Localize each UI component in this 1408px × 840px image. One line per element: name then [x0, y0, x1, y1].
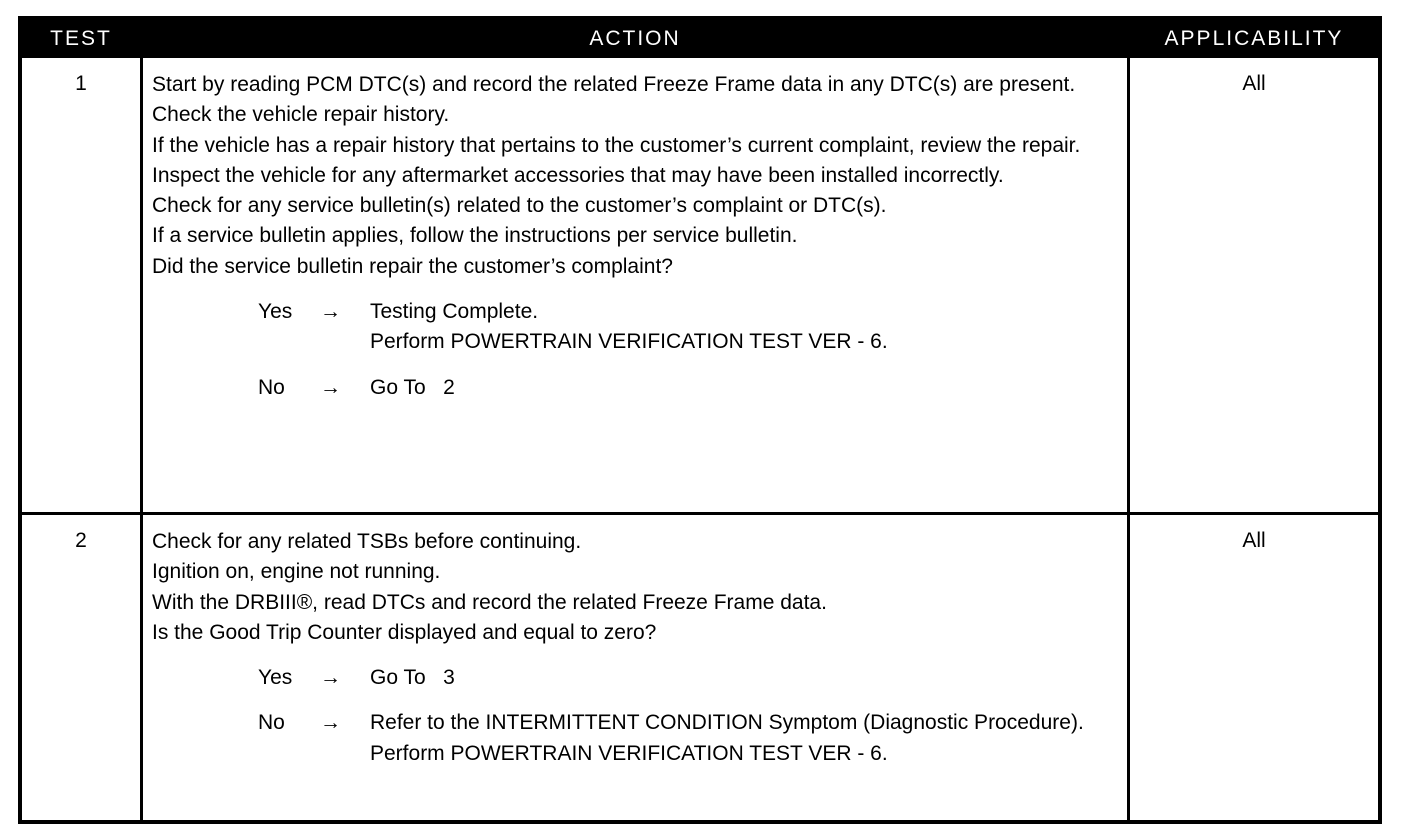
row-2-action: [152, 527, 1120, 769]
row-1-no-response: [152, 373, 1120, 403]
row-1-line-6: If a service bulletin applies, follow the instructions per service bulletin.: [152, 224, 798, 248]
row-2-line-3: With the DRBIII®, read DTCs and record the related Freeze Frame data.: [152, 590, 827, 614]
row-1-line-7: Did the service bulletin repair the customer’s complaint?: [152, 254, 673, 278]
row-2-no-result-2: Perform POWERTRAIN VERIFICATION TEST VER - 6.: [370, 741, 888, 765]
row-divider: [22, 512, 1378, 515]
header-applicability: APPLICABILITY: [1164, 27, 1344, 50]
row-2-no-result-1: Refer to the INTERMITTENT CONDITION Symptom (Diagnostic Procedure).: [370, 711, 1084, 735]
row-2-line-2: Ignition on, engine not running.: [152, 560, 441, 584]
row-1-yes-result-2: Perform POWERTRAIN VERIFICATION TEST VER - 6.: [370, 330, 888, 354]
row-2-line-4: Is the Good Trip Counter displayed and equal to zero?: [152, 620, 657, 644]
row-2-yes-result-1: Go To 3: [370, 666, 455, 690]
right-arrow-icon: →: [320, 375, 341, 399]
no-label: No: [258, 375, 285, 399]
row-2-no-response: [152, 708, 1120, 769]
right-arrow-icon: →: [320, 666, 341, 690]
row-1-test-number: 1: [75, 72, 87, 95]
table-header: [22, 20, 1378, 58]
row-1-line-3: If the vehicle has a repair history that pertains to the customer’s current complaint, review the repair.: [152, 133, 1081, 157]
row-2-test-number: 2: [75, 529, 87, 552]
row-2-yes-response: [152, 663, 1120, 693]
row-1-no-result-1: Go To 2: [370, 375, 455, 399]
diagnostic-test-table: [18, 16, 1382, 824]
header-test: TEST: [50, 27, 112, 50]
right-arrow-icon: →: [320, 711, 341, 735]
row-1-yes-response: [152, 297, 1120, 358]
row-1-line-5: Check for any service bulletin(s) related to the customer’s complaint or DTC(s).: [152, 194, 887, 218]
row-1-applicability: All: [1242, 72, 1266, 95]
row-1-line-2: Check the vehicle repair history.: [152, 103, 450, 127]
row-1-line-4: Inspect the vehicle for any aftermarket accessories that may have been installed incorrectly.: [152, 163, 1004, 187]
right-arrow-icon: →: [320, 300, 341, 324]
no-label: No: [258, 711, 285, 735]
row-1-line-1: Start by reading PCM DTC(s) and record the related Freeze Frame data in any DTC(s) are present.: [152, 73, 1076, 96]
row-1-action: [152, 70, 1120, 403]
row-2-applicability: All: [1242, 529, 1266, 552]
column-divider-right: [1127, 20, 1130, 820]
header-action: ACTION: [589, 27, 681, 50]
yes-label: Yes: [258, 300, 293, 324]
row-2-line-1: Check for any related TSBs before continuing.: [152, 530, 582, 553]
row-1-yes-result-1: Testing Complete.: [370, 300, 539, 324]
yes-label: Yes: [258, 666, 293, 690]
column-divider-left: [140, 20, 143, 820]
